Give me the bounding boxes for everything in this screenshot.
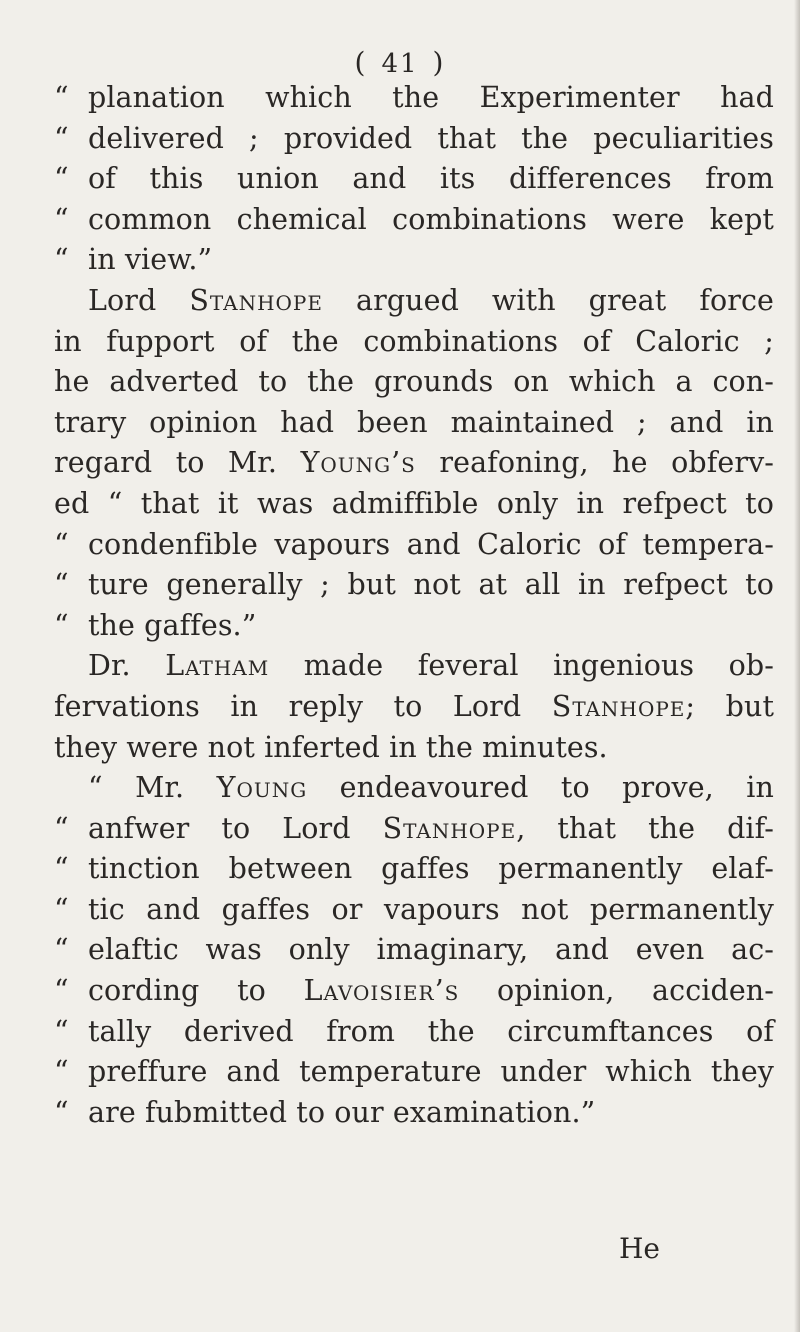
text-line <box>54 1093 774 1134</box>
line-text: trary opinion had been maintained ; and in <box>54 405 774 439</box>
text-line <box>54 362 774 403</box>
text-line <box>54 484 774 525</box>
text-line <box>54 809 774 850</box>
text-line <box>54 1012 774 1053</box>
line-text: tinction between gaffes permanently elaf- <box>88 852 774 886</box>
page-edge-shadow <box>794 0 800 1332</box>
text-line <box>54 930 774 971</box>
open-quote-mark: “ <box>54 1014 69 1048</box>
line-text: condenfible vapours and Caloric of tempera- <box>88 527 774 561</box>
text-line <box>54 768 774 809</box>
person-name: Lavoisier’s <box>303 974 460 1008</box>
open-quote-mark: “ <box>54 933 69 967</box>
open-quote-mark: “ <box>54 243 69 277</box>
line-text: tic and gaffes or vapours not permanently <box>88 892 774 926</box>
text-line <box>54 281 774 322</box>
open-quote-mark: “ <box>54 162 69 196</box>
line-text: ed “ that it was admiffible only in refpect to <box>54 486 774 520</box>
text-line <box>54 525 774 566</box>
line-text: anfwer to Lord <box>88 811 351 845</box>
text-line <box>54 119 774 160</box>
person-name: Young’s <box>300 446 416 480</box>
line-text: reafoning, he obferv- <box>439 446 775 480</box>
open-quote-mark: “ <box>54 892 69 926</box>
open-quote-mark: “ <box>54 974 69 1008</box>
open-quote-mark: “ <box>54 608 69 642</box>
text-line <box>54 443 774 484</box>
line-text: elaftic was only imaginary, and even ac- <box>88 933 774 967</box>
text-line <box>54 687 774 728</box>
line-text: argued with great force <box>356 283 774 317</box>
text-line <box>54 240 774 281</box>
line-text: in fupport of the combinations of Caloric ; <box>54 324 774 358</box>
person-name: Stanhope <box>189 283 323 317</box>
line-text: Lord <box>88 283 157 317</box>
text-line <box>54 849 774 890</box>
line-text: planation which the Experimenter had <box>88 81 774 114</box>
person-name: Stanhope <box>551 689 686 723</box>
open-quote-mark: “ <box>54 852 69 886</box>
text-line <box>54 606 774 647</box>
text-line <box>54 78 774 119</box>
page-number: 41 <box>381 49 419 79</box>
line-text: cording to <box>88 974 266 1008</box>
open-quote-mark: “ <box>54 121 69 155</box>
header-open-paren: ( <box>354 46 368 79</box>
line-text: of this union and its differences from <box>88 162 774 196</box>
line-text: in view.” <box>88 243 213 277</box>
text-line <box>54 403 774 444</box>
text-line <box>54 565 774 606</box>
line-text: delivered ; provided that the peculiarities <box>88 121 774 155</box>
line-text: Dr. <box>88 649 131 683</box>
line-text: fervations in reply to Lord <box>54 689 522 723</box>
line-text: they were not inferted in the minutes. <box>54 730 608 764</box>
person-name: Stanhope <box>382 811 517 845</box>
open-quote-mark: “ <box>54 527 69 561</box>
page-header <box>0 46 800 79</box>
text-line <box>54 159 774 200</box>
person-name: Latham <box>165 649 270 683</box>
line-text: are fubmitted to our examination.” <box>88 1095 596 1129</box>
line-text: the gaffes.” <box>88 608 257 642</box>
open-quote-mark: “ <box>54 568 69 602</box>
line-text: , that the dif- <box>516 811 774 845</box>
open-quote-mark: “ <box>54 1055 69 1089</box>
line-text: ture generally ; but not at all in refpect to <box>88 568 774 602</box>
open-quote-mark: “ <box>54 202 69 236</box>
text-line <box>54 646 774 687</box>
line-text: common chemical combinations were kept <box>88 202 774 236</box>
text-line <box>54 322 774 363</box>
line-text: “ Mr. <box>88 771 185 805</box>
line-text: preffure and temperature under which they <box>88 1055 774 1089</box>
line-text: opinion, acciden- <box>497 974 774 1008</box>
line-text: ; but <box>685 689 774 723</box>
line-text: he adverted to the grounds on which a con- <box>54 365 774 399</box>
page-body <box>54 78 774 1133</box>
text-line <box>54 1052 774 1093</box>
text-line <box>54 200 774 241</box>
open-quote-mark: “ <box>54 811 69 845</box>
text-line <box>54 890 774 931</box>
line-text: made feveral ingenious ob- <box>303 649 774 683</box>
open-quote-mark: “ <box>54 81 69 114</box>
text-line <box>54 971 774 1012</box>
line-text: tally derived from the circumftances of <box>88 1014 774 1048</box>
catchword: He <box>619 1232 660 1265</box>
person-name: Young <box>216 771 308 805</box>
line-text: regard to Mr. <box>54 446 278 480</box>
line-text: endeavoured to prove, in <box>339 771 774 805</box>
open-quote-mark: “ <box>54 1095 69 1129</box>
header-close-paren: ) <box>432 46 446 79</box>
text-line <box>54 728 774 769</box>
